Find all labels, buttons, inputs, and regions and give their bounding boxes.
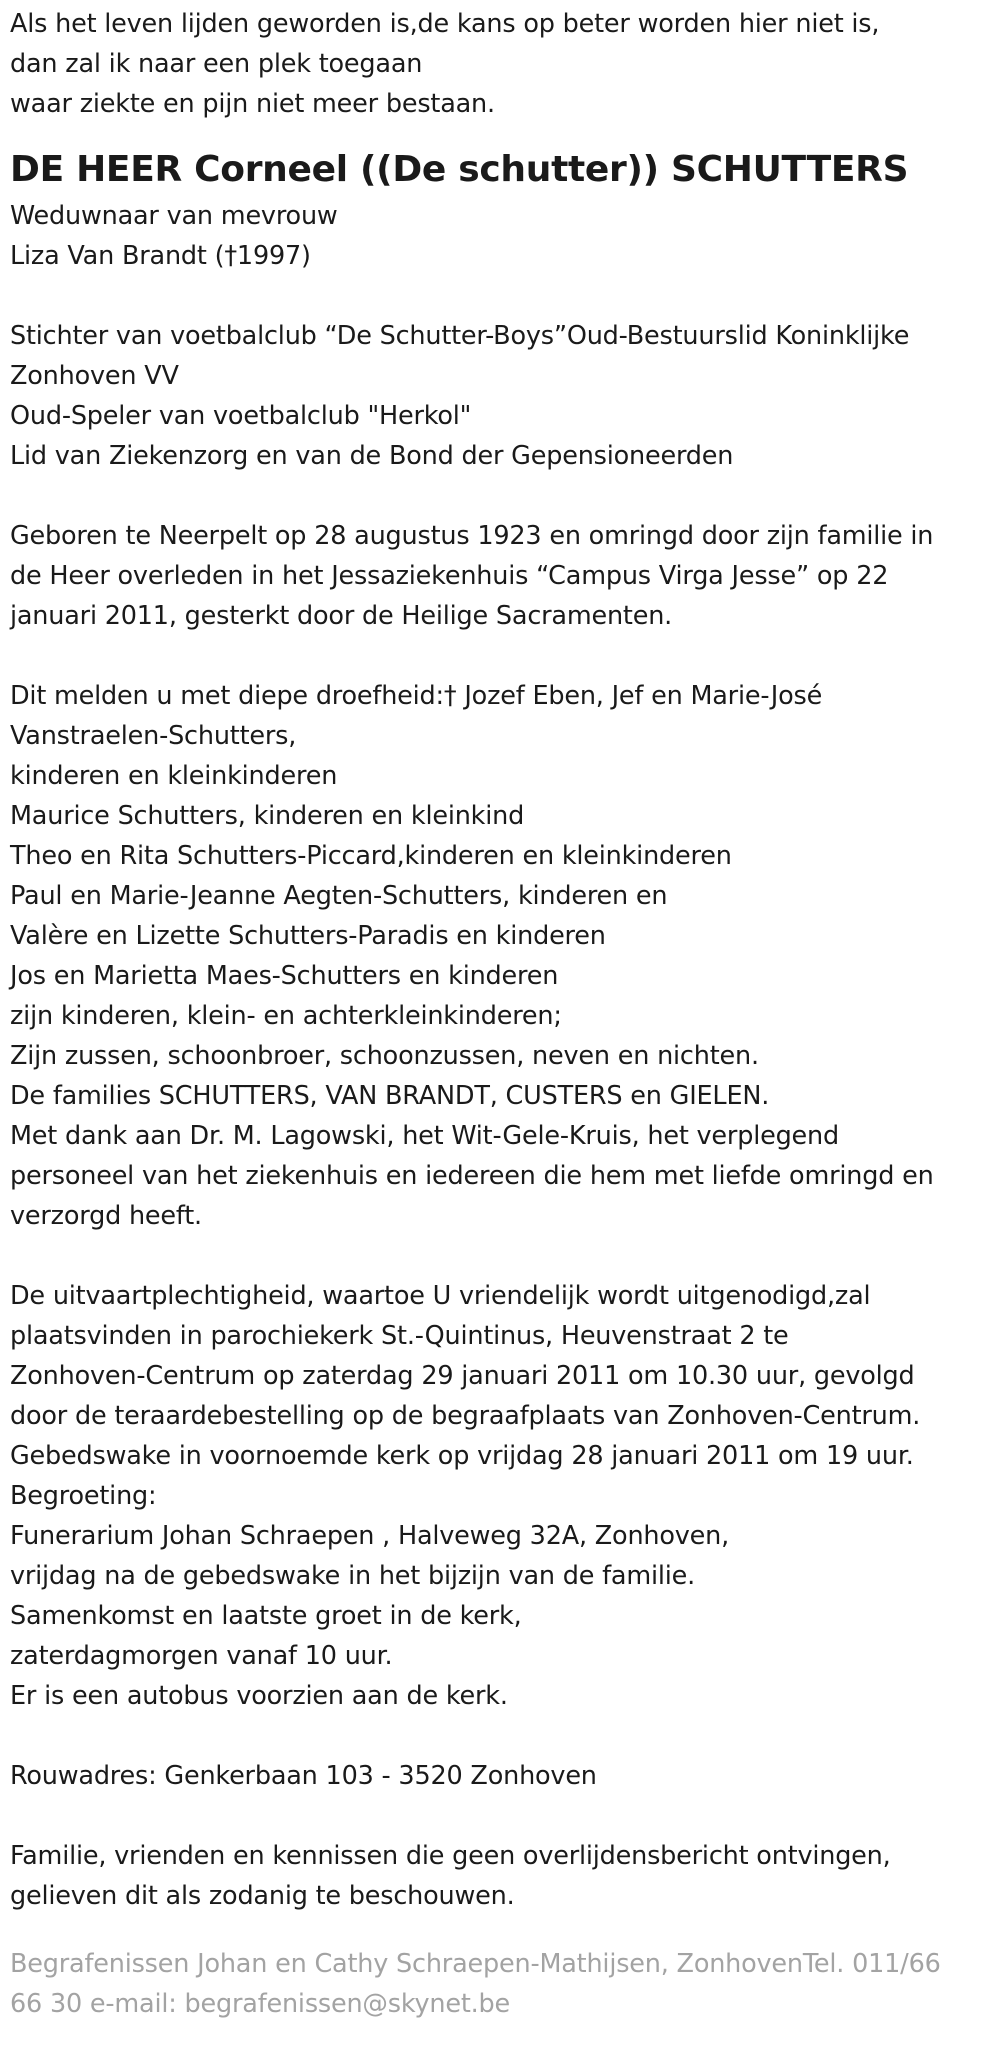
- family-line: Met dank aan Dr. M. Lagowski, het Wit-Gele-Kruis, het verplegend: [10, 1121, 839, 1151]
- funeral-line: Funerarium Johan Schraepen , Halveweg 32A, Zonhoven,: [10, 1521, 730, 1551]
- notice-block: [10, 1836, 970, 1916]
- poem-line: waar ziekte en pijn niet meer bestaan.: [10, 89, 495, 119]
- widower-block: [10, 196, 970, 276]
- family-line: De families SCHUTTERS, VAN BRANDT, CUSTERS en GIELEN.: [10, 1081, 770, 1111]
- family-block: [10, 676, 970, 1236]
- widower-line: Weduwnaar van mevrouw: [10, 201, 338, 231]
- family-line: Dit melden u met diepe droefheid:† Jozef Eben, Jef en Marie-José: [10, 681, 823, 711]
- funeral-line: Begroeting:: [10, 1481, 157, 1511]
- funeral-line: Samenkomst en laatste groet in de kerk,: [10, 1601, 522, 1631]
- family-line: Valère en Lizette Schutters-Paradis en kinderen: [10, 921, 606, 951]
- notice-line: gelieven dit als zodanig te beschouwen.: [10, 1881, 515, 1911]
- birth-death-line: januari 2011, gesterkt door de Heilige Sacramenten.: [10, 601, 673, 631]
- family-line: personeel van het ziekenhuis en iedereen die hem met liefde omringd en: [10, 1161, 934, 1191]
- birth-death-line: Geboren te Neerpelt op 28 augustus 1923 en omringd door zijn familie in: [10, 521, 934, 551]
- notice-line: Familie, vrienden en kennissen die geen overlijdensbericht ontvingen,: [10, 1841, 891, 1871]
- birth-death-block: [10, 516, 970, 636]
- funeral-home-footer: [10, 1944, 970, 2024]
- family-line: Jos en Marietta Maes-Schutters en kinderen: [10, 961, 559, 991]
- poem: [10, 4, 970, 124]
- funeral-line: plaatsvinden in parochiekerk St.-Quintinus, Heuvenstraat 2 te: [10, 1321, 789, 1351]
- birth-death-line: de Heer overleden in het Jessaziekenhuis “Campus Virga Jesse” op 22: [10, 561, 889, 591]
- funeral-line: Er is een autobus voorzien aan de kerk.: [10, 1681, 508, 1711]
- family-line: Vanstraelen-Schutters,: [10, 721, 297, 751]
- funeral-block: [10, 1276, 970, 1716]
- family-line: zijn kinderen, klein- en achterkleinkinderen;: [10, 1001, 562, 1031]
- widower-line: Liza Van Brandt (†1997): [10, 241, 311, 271]
- family-line: kinderen en kleinkinderen: [10, 761, 338, 791]
- role-line: Oud-Speler van voetbalclub "Herkol": [10, 401, 472, 431]
- poem-line: Als het leven lijden geworden is,de kans op beter worden hier niet is,: [10, 9, 880, 39]
- deceased-title: DE HEER Corneel ((De schutter)) SCHUTTERS: [10, 149, 909, 190]
- family-line: Maurice Schutters, kinderen en kleinkind: [10, 801, 525, 831]
- footer-line: 66 30 e-mail: begrafenissen@skynet.be: [10, 1989, 510, 2019]
- funeral-line: Gebedswake in voornoemde kerk op vrijdag 28 januari 2011 om 19 uur.: [10, 1441, 914, 1471]
- family-line: Theo en Rita Schutters-Piccard,kinderen en kleinkinderen: [10, 841, 732, 871]
- funeral-line: Zonhoven-Centrum op zaterdag 29 januari 2011 om 10.30 uur, gevolgd: [10, 1361, 915, 1391]
- role-line: Zonhoven VV: [10, 361, 179, 391]
- role-line: Stichter van voetbalclub “De Schutter-Boys”Oud-Bestuurslid Koninklijke: [10, 321, 910, 351]
- role-line: Lid van Ziekenzorg en van de Bond der Gepensioneerden: [10, 441, 734, 471]
- poem-line: dan zal ik naar een plek toegaan: [10, 49, 423, 79]
- mourning-address: Rouwadres: Genkerbaan 103 - 3520 Zonhoven: [10, 1761, 597, 1791]
- family-line: Zijn zussen, schoonbroer, schoonzussen, neven en nichten.: [10, 1041, 759, 1071]
- roles-block: [10, 316, 970, 476]
- family-line: Paul en Marie-Jeanne Aegten-Schutters, kinderen en: [10, 881, 668, 911]
- family-line: verzorgd heeft.: [10, 1201, 202, 1231]
- footer-line: Begrafenissen Johan en Cathy Schraepen-Mathijsen, ZonhovenTel. 011/66: [10, 1949, 941, 1979]
- funeral-line: De uitvaartplechtigheid, waartoe U vriendelijk wordt uitgenodigd,zal: [10, 1281, 871, 1311]
- funeral-line: door de teraardebestelling op de begraafplaats van Zonhoven-Centrum.: [10, 1401, 921, 1431]
- funeral-line: zaterdagmorgen vanaf 10 uur.: [10, 1641, 393, 1671]
- funeral-line: vrijdag na de gebedswake in het bijzijn van de familie.: [10, 1561, 696, 1591]
